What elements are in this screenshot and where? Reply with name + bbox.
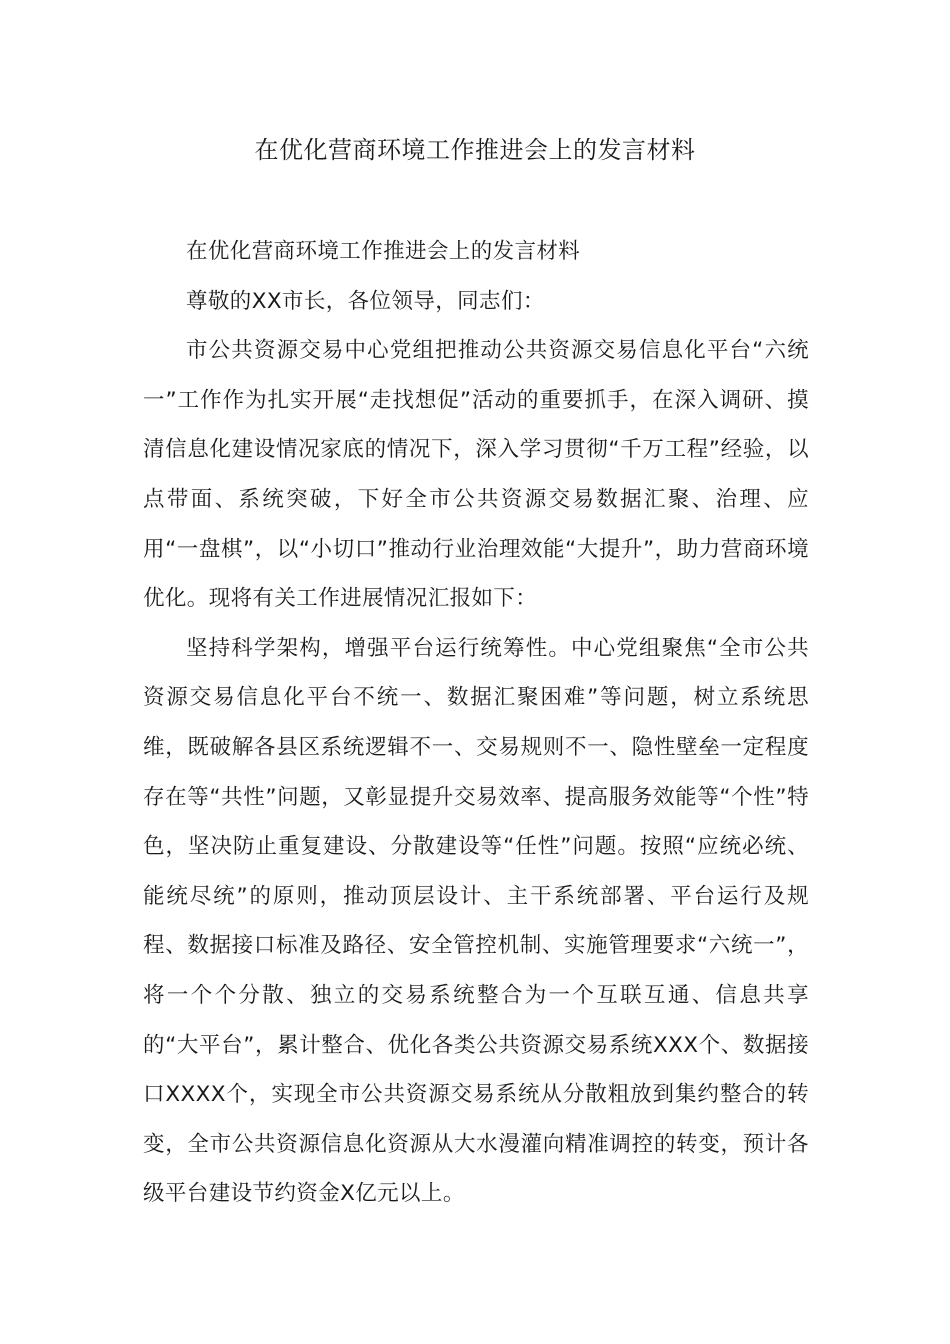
paragraph-intro: 市公共资源交易中心党组把推动公共资源交易信息化平台“六统一”工作作为扎实开展“走找想促”活动的重要抓手，在深入调研、摸清信息化建设情况家底的情况下，深入学习贯彻“千万工程”经验，以点带面、系统突破，下好全市公共资源交易数据汇聚、治理、应用“一盘棋”，以“小切口”推动行业治理效能“大提升”，助力营商环境优化。现将有关工作进展情况汇报如下： [143, 338, 809, 612]
paragraph-architecture: 坚持科学架构，增强平台运行统筹性。中心党组聚焦“全市公共资源交易信息化平台不统一、数据汇聚困难”等问题，树立系统思维，既破解各县区系统逻辑不一、交易规则不一、隐性壁垒一定程度存在等“共性”问题，又彰显提升交易效率、提高服务效能等“个性”特色，坚决防止重复建设、分散建设等“任性”问题。按照“应统必统、能统尽统”的原则，推动顶层设计、主干系统部署、平台运行及规程、数据接口标准及路径、安全管控机制、实施管理要求“六统一”，将一个个分散、独立的交易系统整合为一个互联互通、信息共享的“大平台”，累计整合、优化各类公共资源交易系统XXX个、数据接口XXXX个，实现全市公共资源交易系统从分散粗放到集约整合的转变，全市公共资源信息化资源从大水漫灌向精准调控的转变，预计各级平台建设节约资金X亿元以上。 [143, 635, 809, 1207]
document-body [143, 227, 809, 1219]
document-subtitle: 在优化营商环境工作推进会上的发言材料 [186, 239, 581, 264]
salutation: 尊敬的XX市长，各位领导，同志们： [186, 288, 545, 314]
document-title: 在优化营商环境工作推进会上的发言材料 [254, 136, 696, 164]
